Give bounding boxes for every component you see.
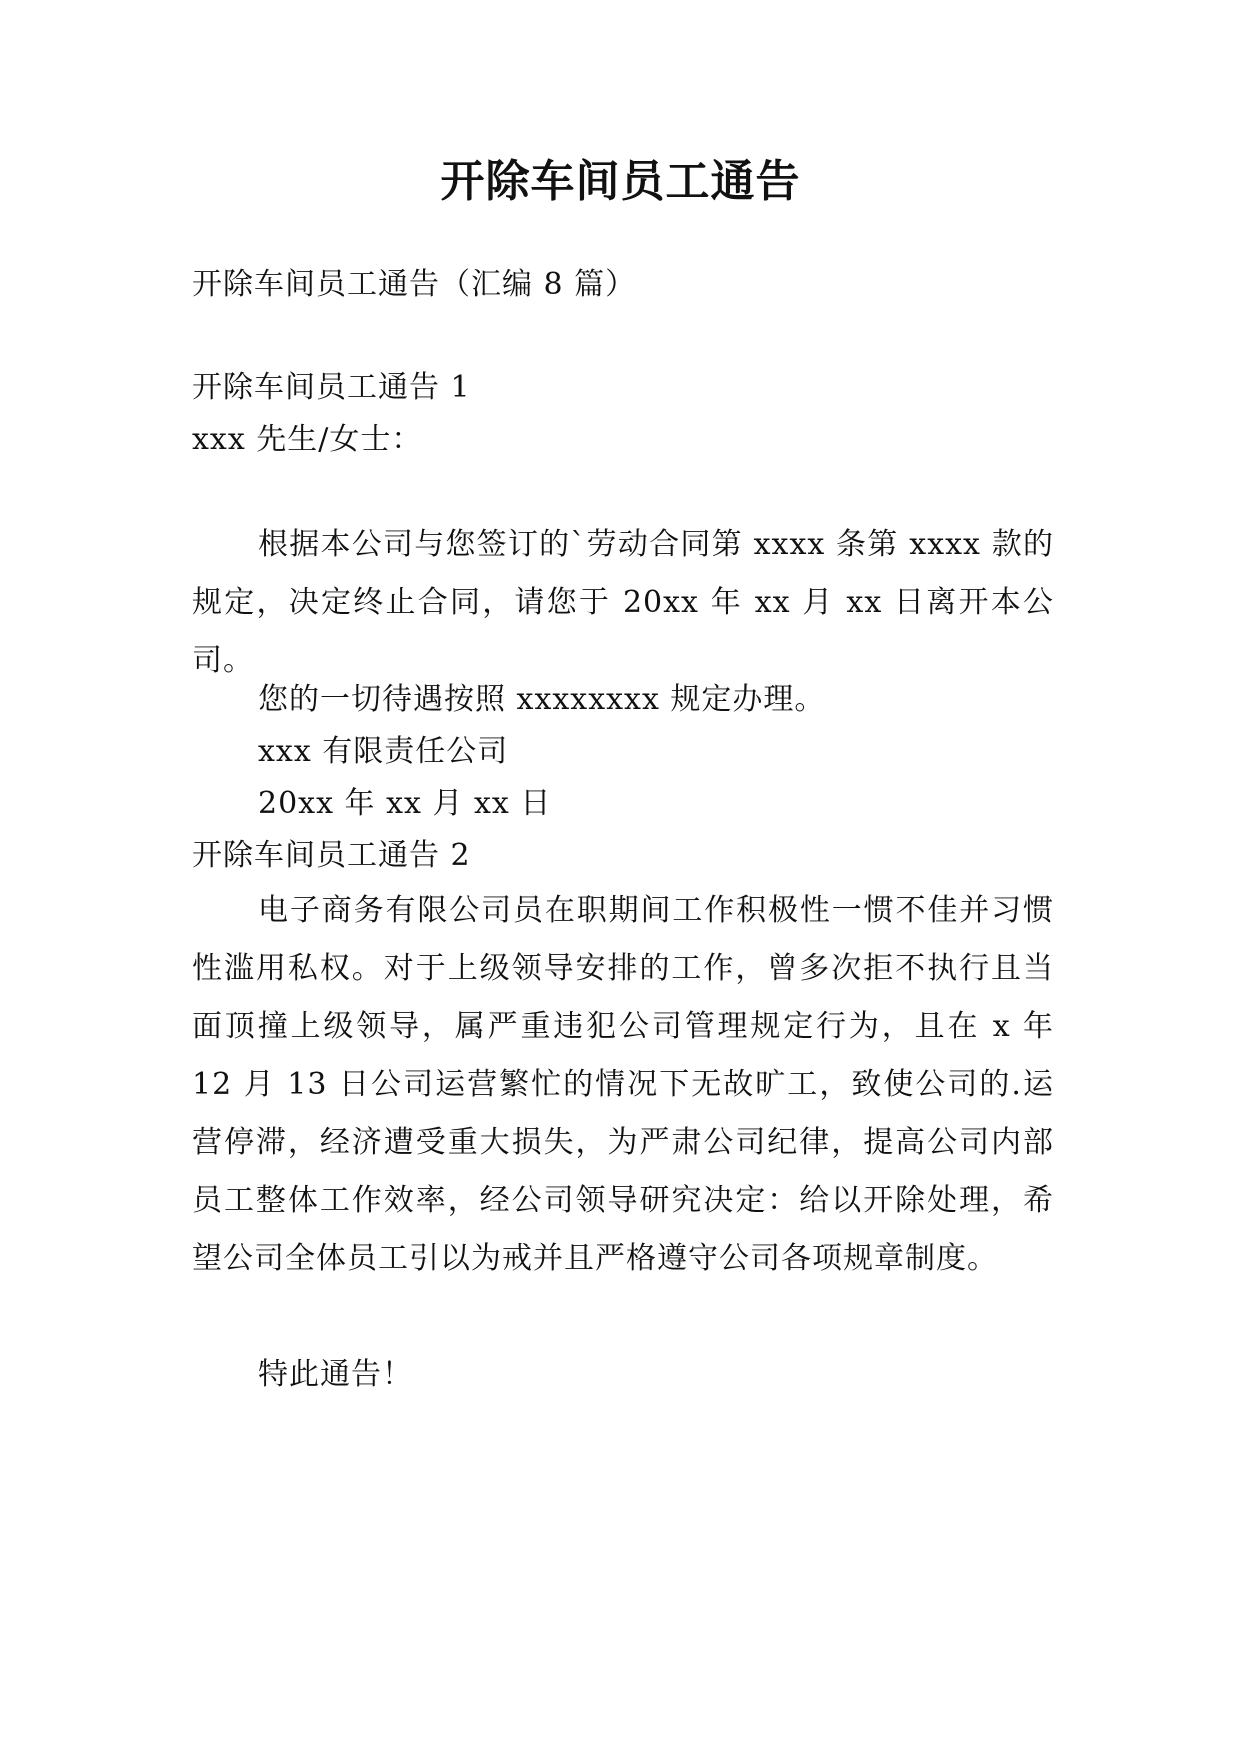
notice2-closing: 特此通告！ [258, 1357, 413, 1392]
notice2-heading: 开除车间员工通告 2 [192, 838, 471, 873]
notice2-body: 电子商务有限公司员在职期间工作积极性一惯不佳并习惯性滥用私权。对于上级领导安排的工作，曾多次拒不执行且当面顶撞上级领导，属严重违犯公司管理规定行为，且在 x 年 12 月 13 日公司运营繁忙的情况下无故旷工，致使公司的.运营停滞，经济遭受重大损失，为严肃公司纪律，提高公司内部员工整体工作效率，经公司领导研究决定：给以开除处理，希望公司全体员工引以为戒并且严格遵守公司各项规章制度。 [192, 893, 1054, 1276]
notice1-date: 20xx 年 xx 月 xx 日 [258, 786, 552, 821]
document-subtitle: 开除车间员工通告（汇编 8 篇） [192, 267, 637, 302]
notice1-company: xxx 有限责任公司 [258, 734, 509, 769]
notice1-heading: 开除车间员工通告 1 [192, 370, 471, 405]
document-title: 开除车间员工通告 [440, 156, 801, 207]
notice1-benefits: 您的一切待遇按照 xxxxxxxx 规定办理。 [258, 682, 826, 717]
notice1-body: 根据本公司与您签订的`劳动合同第 xxxx 条第 xxxx 款的规定，决定终止合同，请您于 20xx 年 xx 月 xx 日离开本公司。 [192, 527, 1054, 678]
notice1-salutation: xxx 先生/女士： [192, 422, 423, 457]
